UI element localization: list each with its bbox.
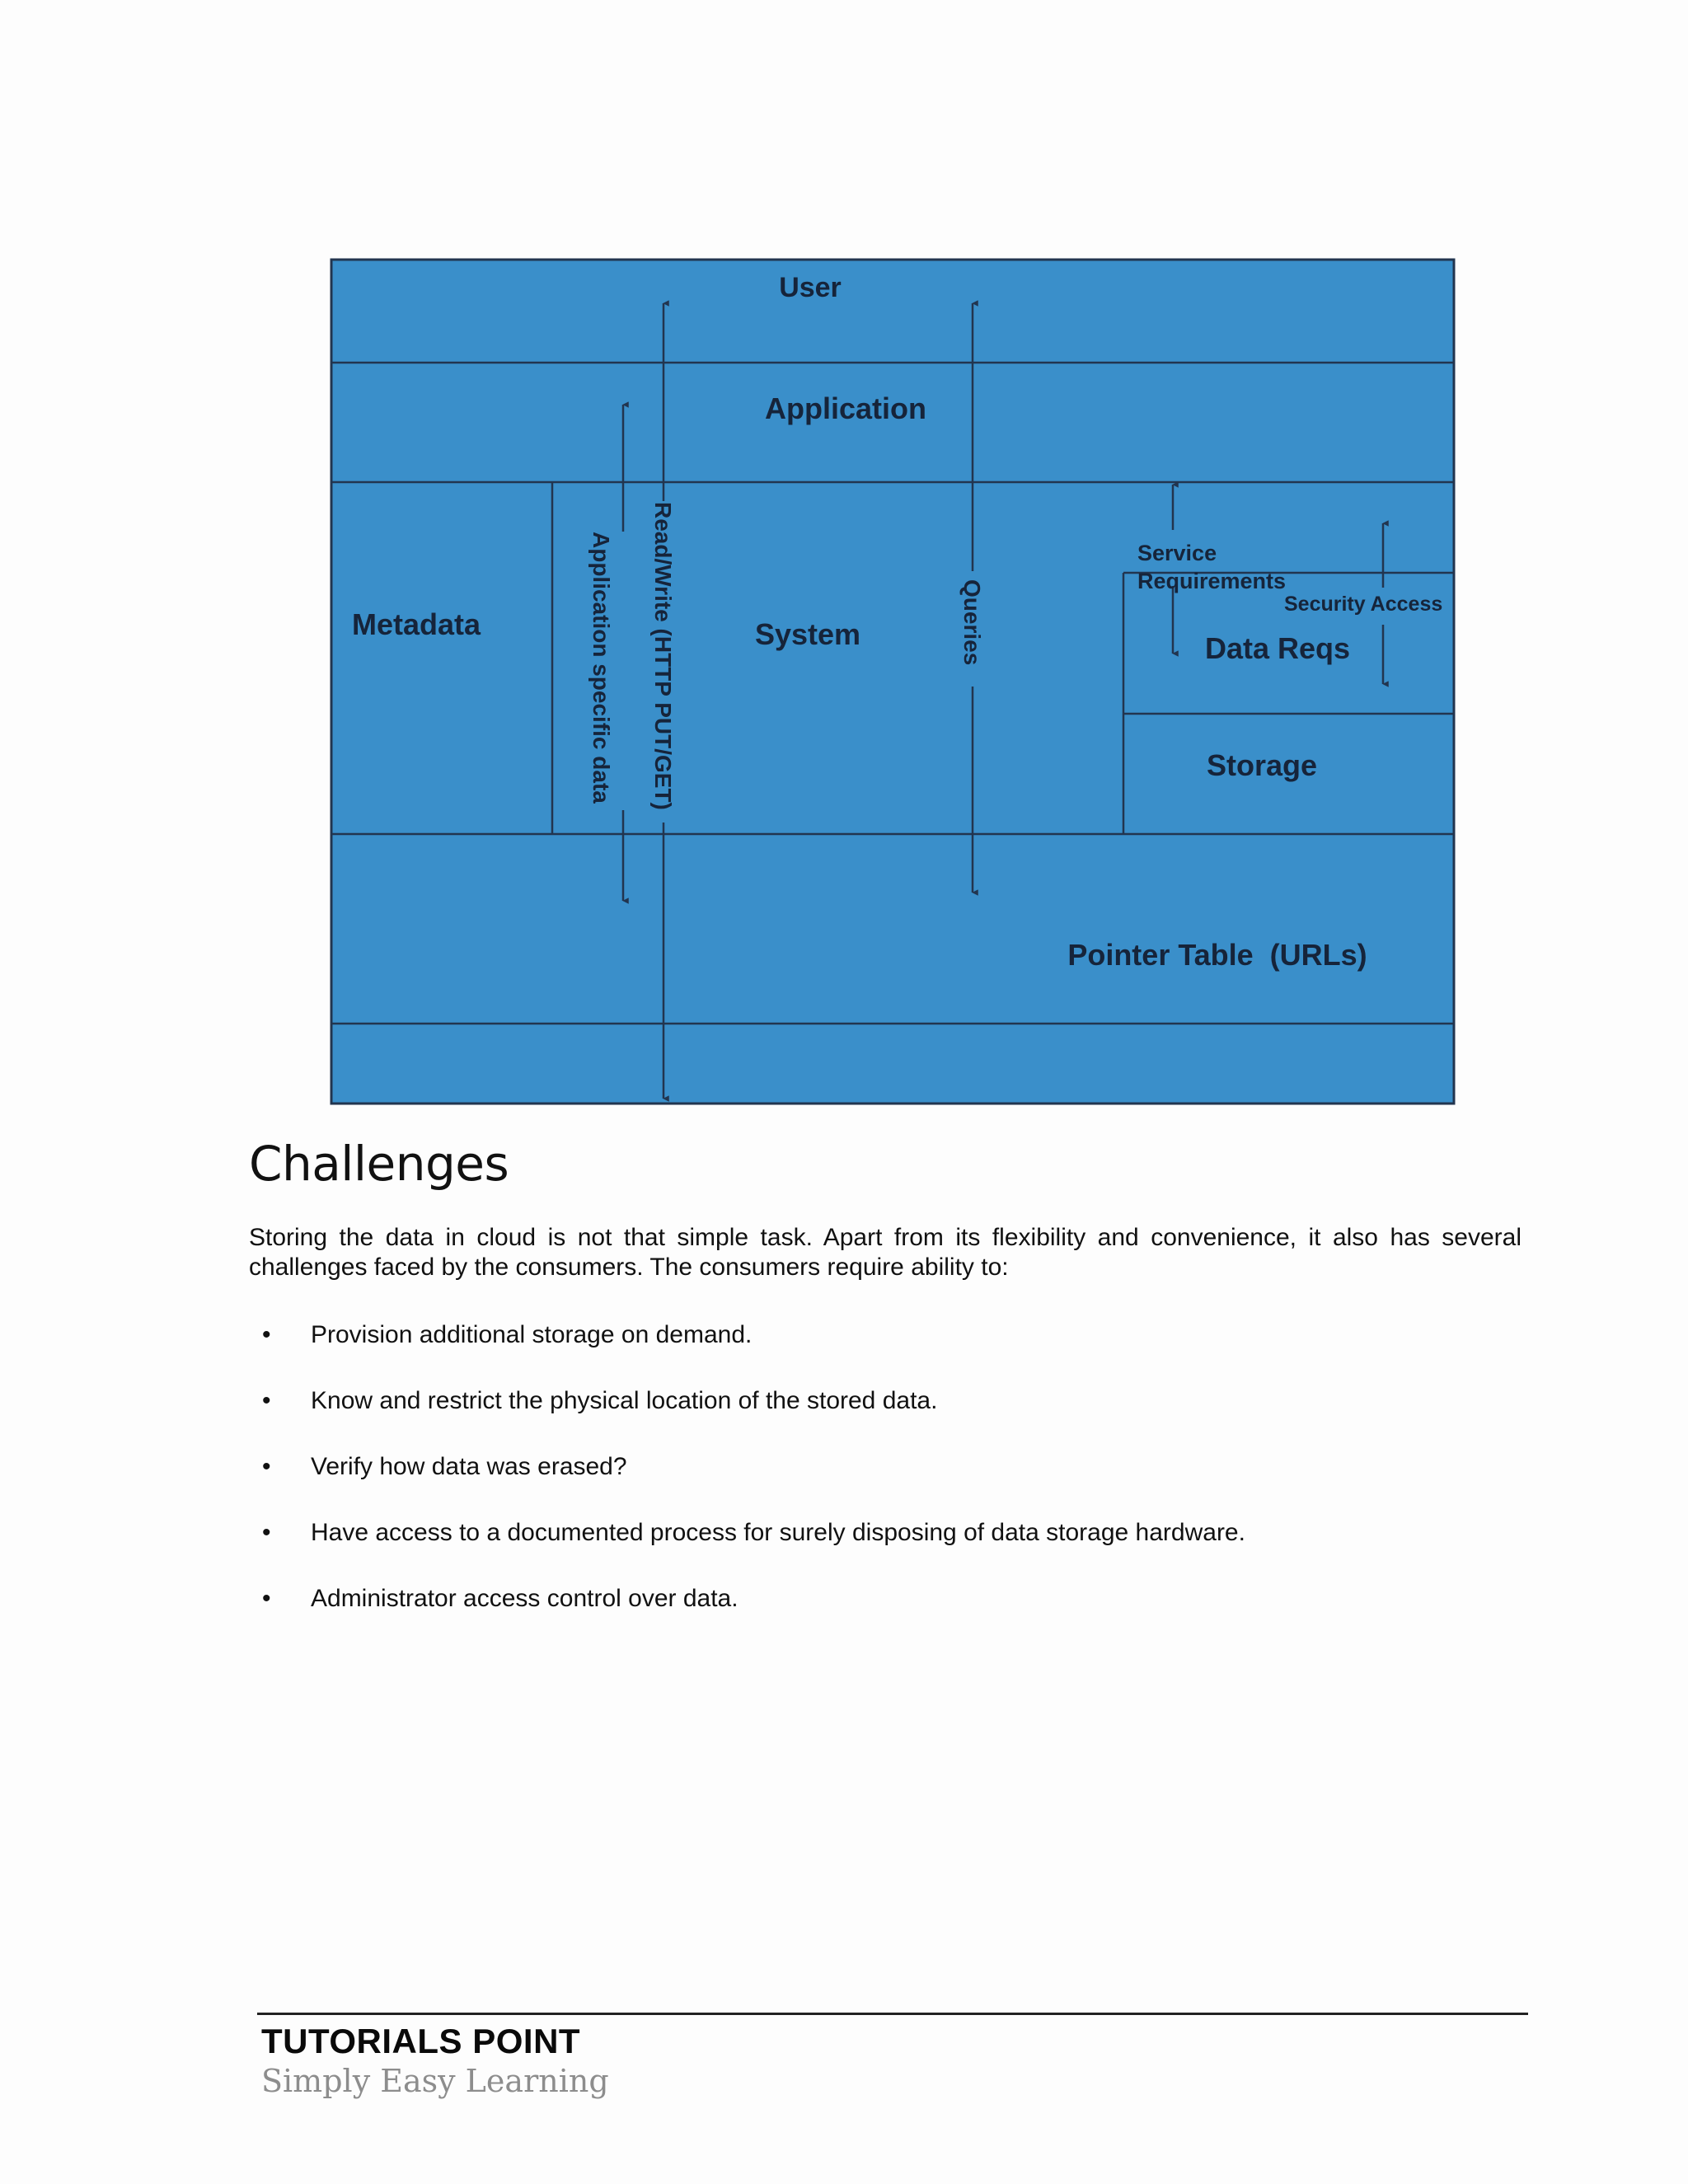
list-item <box>249 1451 1522 1516</box>
list-item-text: Verify how data was erased? <box>311 1453 627 1480</box>
label-service-requirements-2: Requirements <box>1137 569 1287 593</box>
label-app-specific-data: Application specific data <box>588 532 614 804</box>
list-item <box>249 1516 1522 1582</box>
footer-tagline: Simply Easy Learning <box>261 2063 609 2099</box>
intro-paragraph: Storing the data in cloud is not that simple task. Apart from its flexibility and convenience, it also has several challenges faced by the consumers. The consumers require ability to: <box>249 1224 1522 1281</box>
label-queries: Queries <box>959 579 985 666</box>
section-heading: Challenges <box>249 1136 509 1192</box>
label-service-requirements-1: Service <box>1137 541 1217 565</box>
list-item-text: Know and restrict the physical location of the stored data. <box>311 1387 938 1414</box>
bullet-icon: • <box>262 1519 271 1546</box>
label-user: User <box>779 272 842 303</box>
list-item-text: Provision additional storage on demand. <box>311 1321 753 1348</box>
footer-divider <box>257 2013 1528 2015</box>
label-security-access: Security Access <box>1284 593 1443 616</box>
label-pointer-table: Pointer Table (URLs) <box>1067 938 1367 972</box>
label-data-reqs: Data Reqs <box>1204 631 1351 665</box>
bullet-icon: • <box>262 1453 271 1480</box>
bullet-icon: • <box>262 1321 271 1348</box>
list-item <box>249 1319 1522 1385</box>
list-item <box>249 1385 1522 1451</box>
bullet-icon: • <box>262 1585 271 1612</box>
list-item-text: Administrator access control over data. <box>311 1585 738 1612</box>
label-read-write: Read/Write (HTTP PUT/GET) <box>650 502 676 810</box>
list-item <box>249 1582 1522 1648</box>
storage-architecture-diagram <box>330 258 1456 1105</box>
footer-title: TUTORIALS POINT <box>261 2022 581 2060</box>
list-item-text: Have access to a documented process for surely disposing of data storage hardware. <box>311 1519 1245 1546</box>
label-storage: Storage <box>1206 748 1318 782</box>
label-system: System <box>754 617 861 651</box>
diagram-background <box>331 260 1454 1104</box>
bullet-icon: • <box>262 1387 271 1414</box>
requirements-list <box>249 1319 1522 1648</box>
label-application: Application <box>765 391 926 425</box>
label-metadata: Metadata <box>352 607 481 641</box>
